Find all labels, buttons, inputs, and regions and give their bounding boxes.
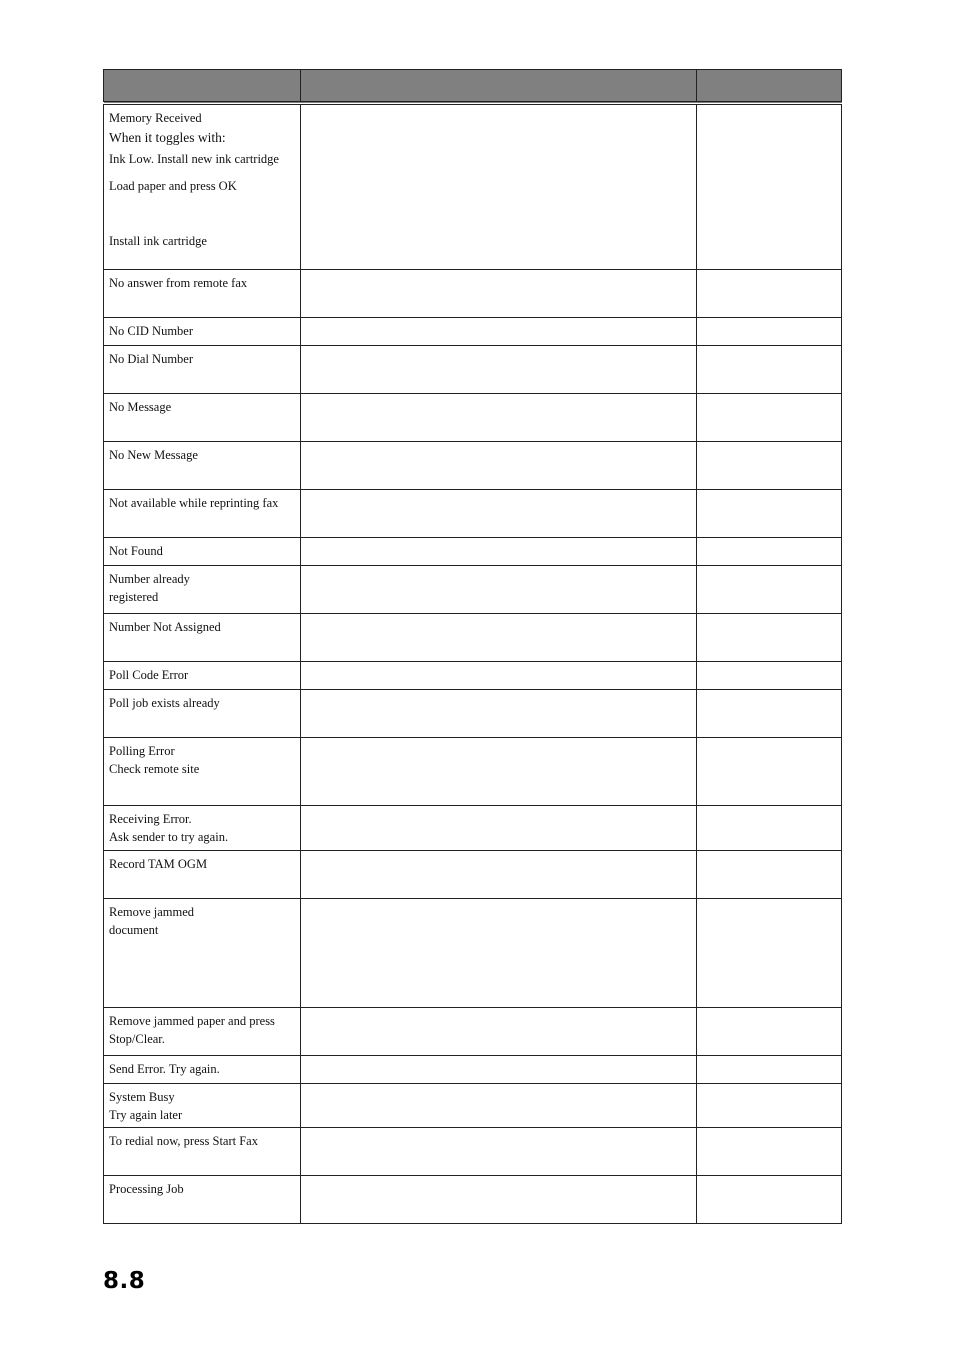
page-number: 8.8 — [103, 1268, 146, 1294]
message-cell — [104, 565, 301, 613]
message-cell — [104, 1127, 301, 1175]
page-ref-cell — [697, 613, 842, 661]
message-line: Remove jammed paper and press — [109, 1013, 275, 1028]
page-ref-cell — [697, 1083, 842, 1127]
message-line: Poll Code Error — [109, 667, 189, 682]
description-cell — [301, 345, 697, 393]
description-cell — [301, 805, 697, 850]
message-cell — [104, 269, 301, 317]
table-row — [104, 441, 842, 489]
table-row — [104, 489, 842, 537]
message-line: Memory Received — [109, 111, 202, 125]
description-cell — [301, 489, 697, 537]
page-ref-cell — [697, 689, 842, 737]
description-cell — [301, 850, 697, 898]
message-cell — [104, 1083, 301, 1127]
message-line: Stop/Clear. — [109, 1032, 165, 1046]
page-ref-cell — [697, 1055, 842, 1083]
message-line: Not available while reprinting fax — [109, 495, 279, 510]
message-cell — [104, 689, 301, 737]
message-line: To redial now, press Start Fax — [109, 1133, 258, 1148]
description-cell — [301, 1175, 697, 1223]
message-line: registered — [109, 590, 159, 604]
table-row — [104, 537, 842, 565]
description-cell — [301, 269, 697, 317]
table-row — [104, 850, 842, 898]
table-row — [104, 1083, 842, 1127]
page-ref-cell — [697, 1007, 842, 1055]
table-row — [104, 269, 842, 317]
page-ref-cell — [697, 441, 842, 489]
message-cell — [104, 898, 301, 1007]
page-ref-cell — [697, 537, 842, 565]
header-cell-page — [697, 70, 842, 104]
table-row — [104, 1055, 842, 1083]
table-row — [104, 317, 842, 345]
message-cell — [104, 1007, 301, 1055]
message-cell — [104, 345, 301, 393]
page-ref-cell — [697, 565, 842, 613]
description-cell — [301, 317, 697, 345]
description-cell — [301, 1083, 697, 1127]
table-row — [104, 1127, 842, 1175]
message-line: Record TAM OGM — [109, 856, 208, 871]
message-cell — [104, 393, 301, 441]
message-line: When it toggles with: — [109, 129, 226, 145]
message-line: Try again later — [109, 1108, 183, 1122]
description-cell — [301, 613, 697, 661]
description-cell — [301, 689, 697, 737]
message-table — [103, 69, 842, 1224]
page-ref-cell — [697, 317, 842, 345]
message-line: System Busy — [109, 1089, 175, 1104]
message-line: No CID Number — [109, 323, 194, 338]
page-ref-cell — [697, 489, 842, 537]
message-line: Ask sender to try again. — [109, 830, 229, 844]
page-ref-cell — [697, 1175, 842, 1223]
description-cell — [301, 537, 697, 565]
message-cell — [104, 850, 301, 898]
message-line: Load paper and press OK — [109, 179, 237, 193]
message-line: No answer from remote fax — [109, 275, 248, 290]
message-cell — [104, 805, 301, 850]
description-cell — [301, 1055, 697, 1083]
table-row — [104, 1007, 842, 1055]
message-cell — [104, 489, 301, 537]
message-line: Processing Job — [109, 1181, 184, 1196]
message-cell — [104, 441, 301, 489]
description-cell — [301, 661, 697, 689]
description-cell — [301, 898, 697, 1007]
message-cell — [104, 537, 301, 565]
message-cell — [104, 317, 301, 345]
message-line: Not Found — [109, 543, 163, 558]
message-line: Remove jammed — [109, 904, 195, 919]
page-ref-cell — [697, 393, 842, 441]
message-line: Send Error. Try again. — [109, 1061, 220, 1076]
description-cell — [301, 1127, 697, 1175]
table-row — [104, 737, 842, 805]
table-row — [104, 898, 842, 1007]
message-line: Number Not Assigned — [109, 619, 221, 634]
header-cell-meaning — [301, 70, 697, 104]
page-ref-cell — [697, 1127, 842, 1175]
message-line: Poll job exists already — [109, 695, 220, 710]
message-cell — [104, 1055, 301, 1083]
header-cell-display — [104, 70, 301, 104]
message-line: Receiving Error. — [109, 811, 192, 826]
table-row — [104, 393, 842, 441]
message-line: Ink Low. Install new ink cartridge — [109, 151, 279, 166]
message-line: Polling Error — [109, 743, 175, 758]
page-ref-cell — [697, 737, 842, 805]
page-ref-cell — [697, 269, 842, 317]
message-line: Number already — [109, 571, 190, 586]
description-cell — [301, 1007, 697, 1055]
message-line: No New Message — [109, 447, 198, 462]
page-ref-cell — [697, 345, 842, 393]
table-header-row — [104, 70, 842, 104]
table-row — [104, 345, 842, 393]
message-cell — [104, 103, 301, 269]
description-cell — [301, 565, 697, 613]
table-row — [104, 565, 842, 613]
table-row — [104, 1175, 842, 1223]
table-row — [104, 689, 842, 737]
description-cell — [301, 737, 697, 805]
message-line: No Dial Number — [109, 351, 194, 366]
message-line: No Message — [109, 399, 172, 414]
table-row — [104, 661, 842, 689]
description-cell — [301, 103, 697, 269]
description-cell — [301, 393, 697, 441]
message-line: Install ink cartridge — [109, 233, 207, 248]
message-cell — [104, 661, 301, 689]
message-cell — [104, 737, 301, 805]
table-row — [104, 613, 842, 661]
table-row — [104, 805, 842, 850]
page-ref-cell — [697, 850, 842, 898]
message-cell — [104, 613, 301, 661]
message-line: Check remote site — [109, 762, 200, 776]
page-ref-cell — [697, 103, 842, 269]
message-cell — [104, 1175, 301, 1223]
page-ref-cell — [697, 805, 842, 850]
page-ref-cell — [697, 898, 842, 1007]
description-cell — [301, 441, 697, 489]
table-row — [104, 103, 842, 269]
message-line: document — [109, 923, 159, 937]
page-ref-cell — [697, 661, 842, 689]
